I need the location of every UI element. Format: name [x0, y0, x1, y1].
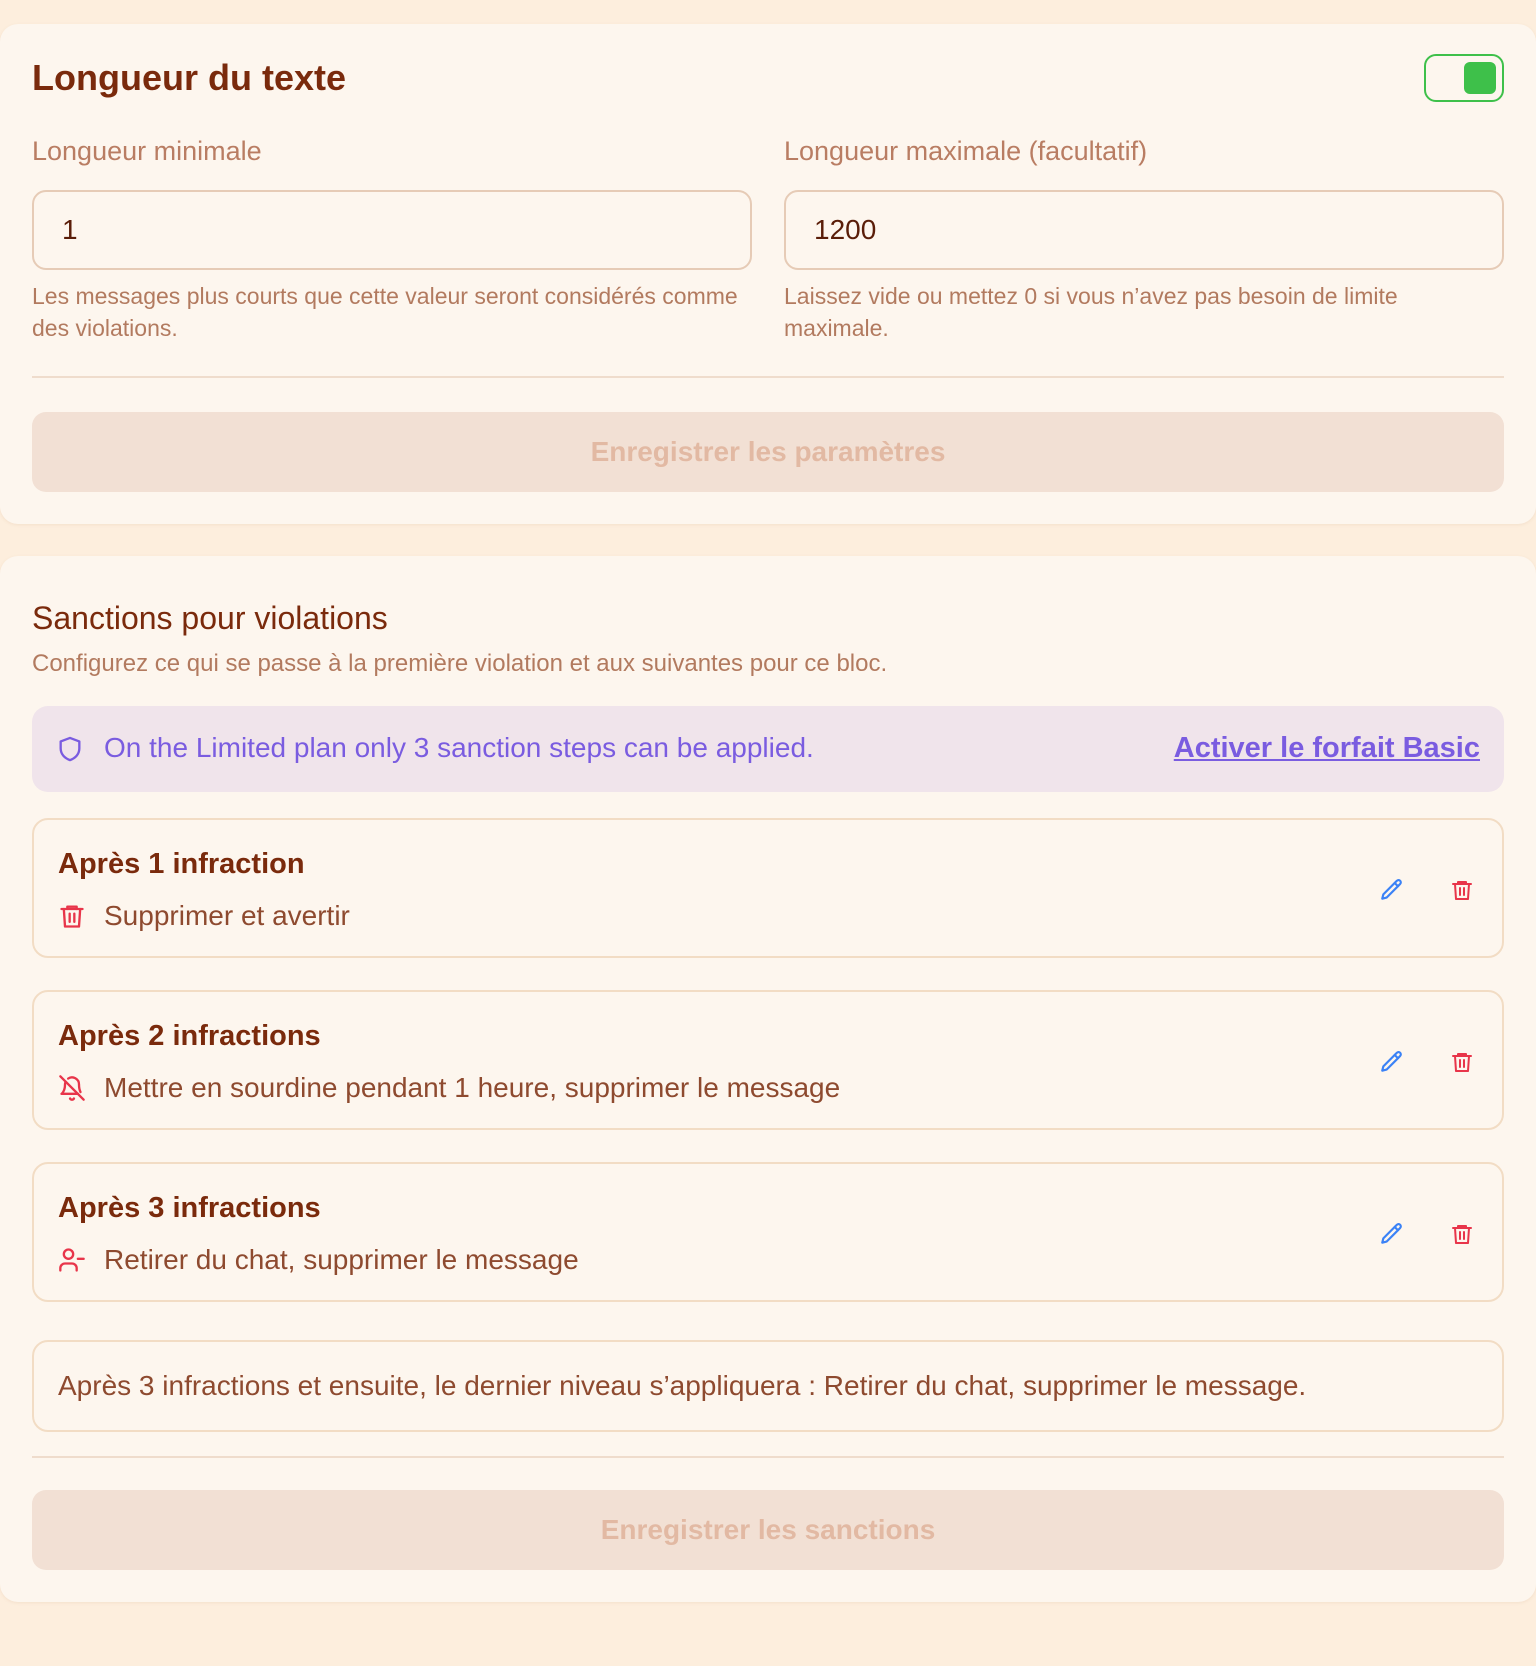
edit-step-button[interactable]: [1372, 1214, 1412, 1254]
trash-icon: [1450, 878, 1474, 902]
user-minus-icon: [58, 1246, 86, 1274]
plan-limit-text: On the Limited plan only 3 sanction steps can be applied.: [104, 732, 814, 763]
sanctions-card: [0, 556, 1536, 1602]
sanction-step: [32, 818, 1504, 958]
trash-icon: [58, 902, 86, 930]
plan-limit-banner: [32, 706, 1504, 792]
shield-icon: [56, 734, 84, 764]
sanction-step-action: Supprimer et avertir: [104, 900, 350, 931]
trash-icon: [1450, 1050, 1474, 1074]
save-sanctions-button[interactable]: Enregistrer les sanctions: [32, 1490, 1504, 1570]
sanctions-title: Sanctions pour violations: [32, 600, 388, 636]
text-length-title: Longueur du texte: [32, 57, 346, 98]
sanction-step: [32, 1162, 1504, 1302]
trash-icon: [1450, 1222, 1474, 1246]
max-length-hint: Laissez vide ou mettez 0 si vous n’avez pas besoin de limite maximale.: [784, 283, 1398, 341]
save-settings-button[interactable]: Enregistrer les paramètres: [32, 412, 1504, 492]
delete-step-button[interactable]: [1442, 870, 1482, 910]
sanction-step: [32, 990, 1504, 1130]
delete-step-button[interactable]: [1442, 1042, 1482, 1082]
text-length-toggle[interactable]: [1424, 54, 1504, 102]
bell-off-icon: [58, 1074, 86, 1102]
max-length-input[interactable]: [784, 190, 1504, 270]
sanctions-subtitle: Configurez ce qui se passe à la première violation et aux suivantes pour ce bloc.: [32, 650, 888, 677]
pencil-icon: [1379, 1221, 1405, 1247]
divider: [32, 1456, 1504, 1458]
sanction-step-title: Après 2 infractions: [58, 1020, 321, 1052]
sanction-step-title: Après 3 infractions: [58, 1192, 321, 1224]
final-level-note: [32, 1340, 1504, 1432]
sanction-step-action: Mettre en sourdine pendant 1 heure, supprimer le message: [104, 1072, 841, 1103]
activate-basic-plan-link[interactable]: Activer le forfait Basic: [1173, 732, 1480, 764]
sanction-step-title: Après 1 infraction: [58, 848, 305, 880]
pencil-icon: [1379, 877, 1405, 903]
edit-step-button[interactable]: [1372, 1042, 1412, 1082]
min-length-hint: Les messages plus courts que cette valeur seront considérés comme des violations.: [32, 283, 738, 341]
final-level-note-text: Après 3 infractions et ensuite, le dernier niveau s’appliquera : Retirer du chat, supprimer le message.: [58, 1370, 1307, 1401]
divider: [32, 376, 1504, 378]
max-length-label: Longueur maximale (facultatif): [784, 136, 1148, 166]
toggle-knob: [1464, 62, 1496, 94]
pencil-icon: [1379, 1049, 1405, 1075]
delete-step-button[interactable]: [1442, 1214, 1482, 1254]
min-length-label: Longueur minimale: [32, 136, 262, 166]
text-length-card: [0, 24, 1536, 524]
min-length-input[interactable]: [32, 190, 752, 270]
edit-step-button[interactable]: [1372, 870, 1412, 910]
sanction-step-action: Retirer du chat, supprimer le message: [104, 1244, 579, 1275]
